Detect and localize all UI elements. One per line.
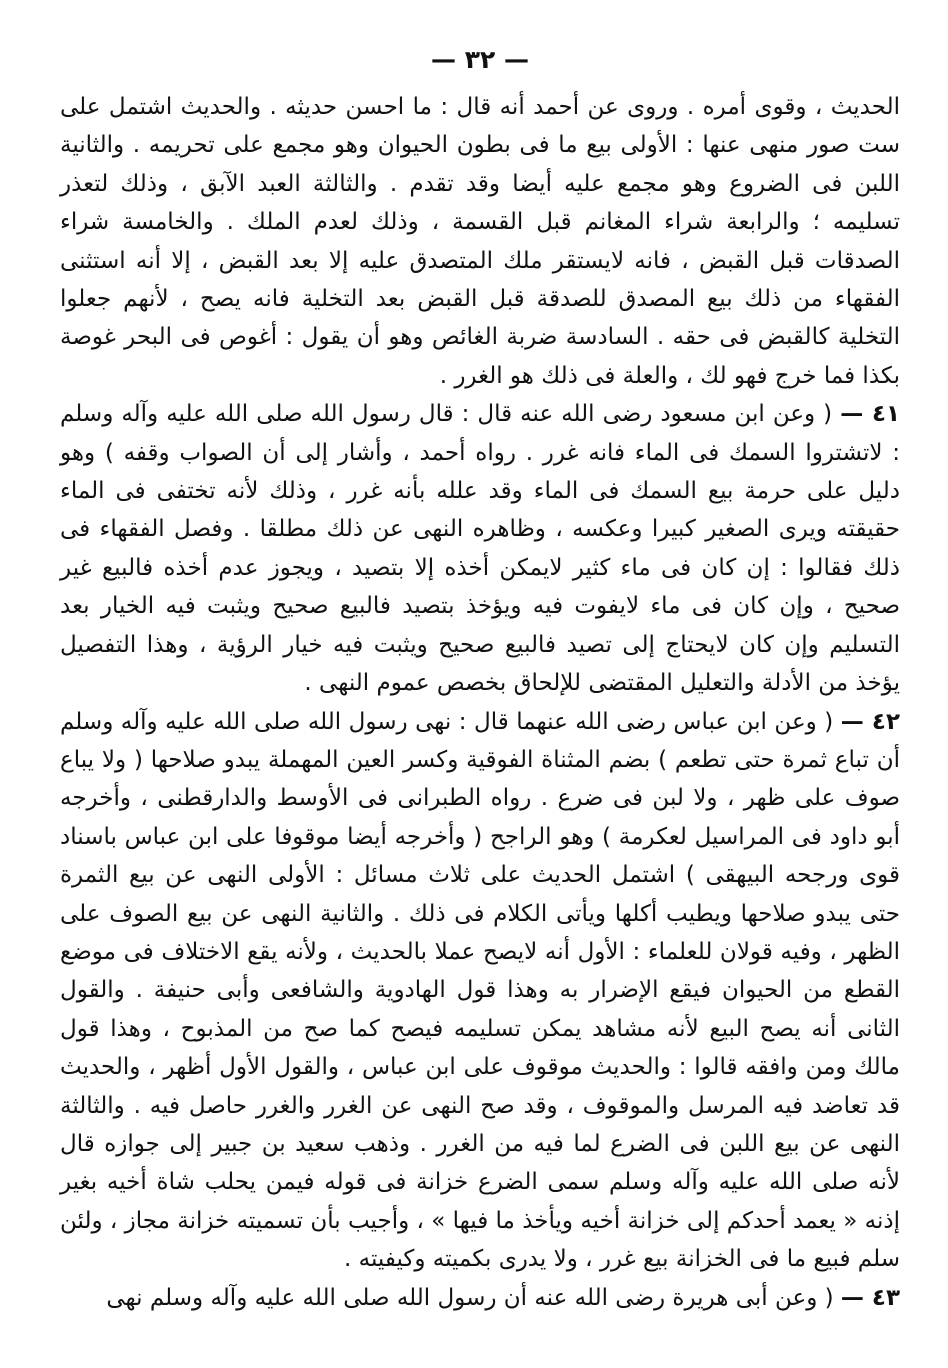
- hadith-42-paragraph: [60, 703, 900, 1279]
- paragraph-text: الحديث ، وقوى أمره . وروى عن أحمد أنه قال : ما احسن حديثه . والحديث اشتمل على ست صور منهى عنها : الأولى بيع ما فى بطون الحيوان وهو مجمع على تحريمه . والثانية اللبن فى الضروع وهو مجمع عليه أيضا وقد تقدم . والثالثة العبد الآبق ، وذلك لتعذر تسليمه ؛ والرابعة شراء المغانم قبل القسمة ، وذلك لعدم الملك . والخامسة شراء الصدقات قبل القبض ، فانه لايستقر ملك المتصدق عليه إلا بعد القبض ، إلا أنه استثنى الفقهاء من ذلك بيع المصدق للصدقة قبل القبض بعد التخلية فانه يصح ، لأنهم جعلوا التخلية كالقبض فى حقه . السادسة ضربة الغائص وهو أن يقول : أغوص فى البحر غوصة بكذا فما خرج فهو لك ، والعلة فى ذلك هو الغرر .: [60, 94, 900, 389]
- paragraph-text: ( وعن ابن مسعود رضى الله عنه قال : قال رسول الله صلى الله عليه وآله وسلم : لاتشتروا السمك فى الماء فانه غرر . رواه أحمد ، وأشار إلى أن الصواب وقفه ) وهو دليل على حرمة بيع السمك فى الماء وقد علله بأنه غرر ، وذلك لأنه تختفى فى الماء حقيقته ويرى الصغير كبيرا وعكسه ، وظاهره النهى عن ذلك مطلقا . وفصل الفقهاء فى ذلك فقالوا : إن كان فى ماء كثير لايمكن أخذه إلا بتصيد ، ويجوز عدم أخذه فالبيع غير صحيح ، وإن كان فى ماء لايفوت فيه ويؤخذ بتصيد فالبيع صحيح ويثبت فيه الخيار بعد التسليم وإن كان لايحتاج إلى تصيد فالبيع صحيح ويثبت فيه خيار الرؤية ، وهذا التفصيل يؤخذ من الأدلة والتعليل المقتضى للإلحاق بخصص عموم النهى .: [60, 401, 900, 697]
- page-number: — ٣٢ —: [431, 45, 529, 74]
- hadith-number: ٤٣ —: [840, 1284, 900, 1311]
- hadith-41-paragraph: [60, 395, 900, 702]
- document-page: [60, 40, 900, 1340]
- hadith-43-paragraph: [60, 1279, 900, 1317]
- paragraph-text: ( وعن أبى هريرة رضى الله عنه أن رسول الله صلى الله عليه وآله وسلم نهى: [106, 1284, 834, 1311]
- paragraph-text: ( وعن ابن عباس رضى الله عنهما قال : نهى رسول الله صلى الله عليه وآله وسلم أن تباع ثمرة حتى تطعم ) بضم المثناة الفوقية وكسر العين المهملة يبدو صلاحها ( ولا يباع صوف على ظهر ، ولا لبن فى ضرع . رواه الطبرانى فى الأوسط والدارقطنى ، وأخرجه أبو داود فى المراسيل لعكرمة ) وهو الراجح ( وأخرجه أيضا موقوفا على ابن عباس باسناد قوى ورجحه البيهقى ) اشتمل الحديث على ثلاث مسائل : الأولى النهى عن بيع الثمرة حتى يبدو صلاحها ويطيب أكلها ويأتى الكلام فى ذلك . والثانية النهى عن بيع الصوف على الظهر ، وفيه قولان للعلماء : الأول أنه لايصح عملا بالحديث ، ولأنه يقع الاختلاف فى موضع القطع من الحيوان فيقع الإضرار به وهذا قول الهادوية والشافعى وأبى حنيفة . والقول الثانى أنه يصح البيع لأنه مشاهد يمكن تسليمه فيصح كما صح من المذبوح ، وهذا قول مالك ومن وافقه قالوا : والحديث موقوف على ابن عباس ، والقول الأول أظهر ، والحديث قد تعاضد فيه المرسل والموقوف ، وقد صح النهى عن الغرر والغرر حاصل فيه . والثالثة النهى عن بيع اللبن فى الضرع لما فيه من الغرر . وذهب سعيد بن جبير إلى جوازه قال لأنه صلى الله عليه وآله وسلم سمى الضرع خزانة فى قوله فيمن يحلب شاة أخيه بغير إذنه « يعمد أحدكم إلى خزانة أخيه ويأخذ ما فيها » ، وأجيب بأن تسميته خزانة مجاز ، ولئن سلم فبيع ما فى الخزانة بيع غرر ، ولا يدرى بكميته وكيفيته .: [60, 708, 900, 1273]
- hadith-number: ٤١ —: [840, 401, 901, 428]
- paragraph-continuation: [60, 88, 900, 395]
- hadith-number: ٤٢ —: [840, 708, 900, 735]
